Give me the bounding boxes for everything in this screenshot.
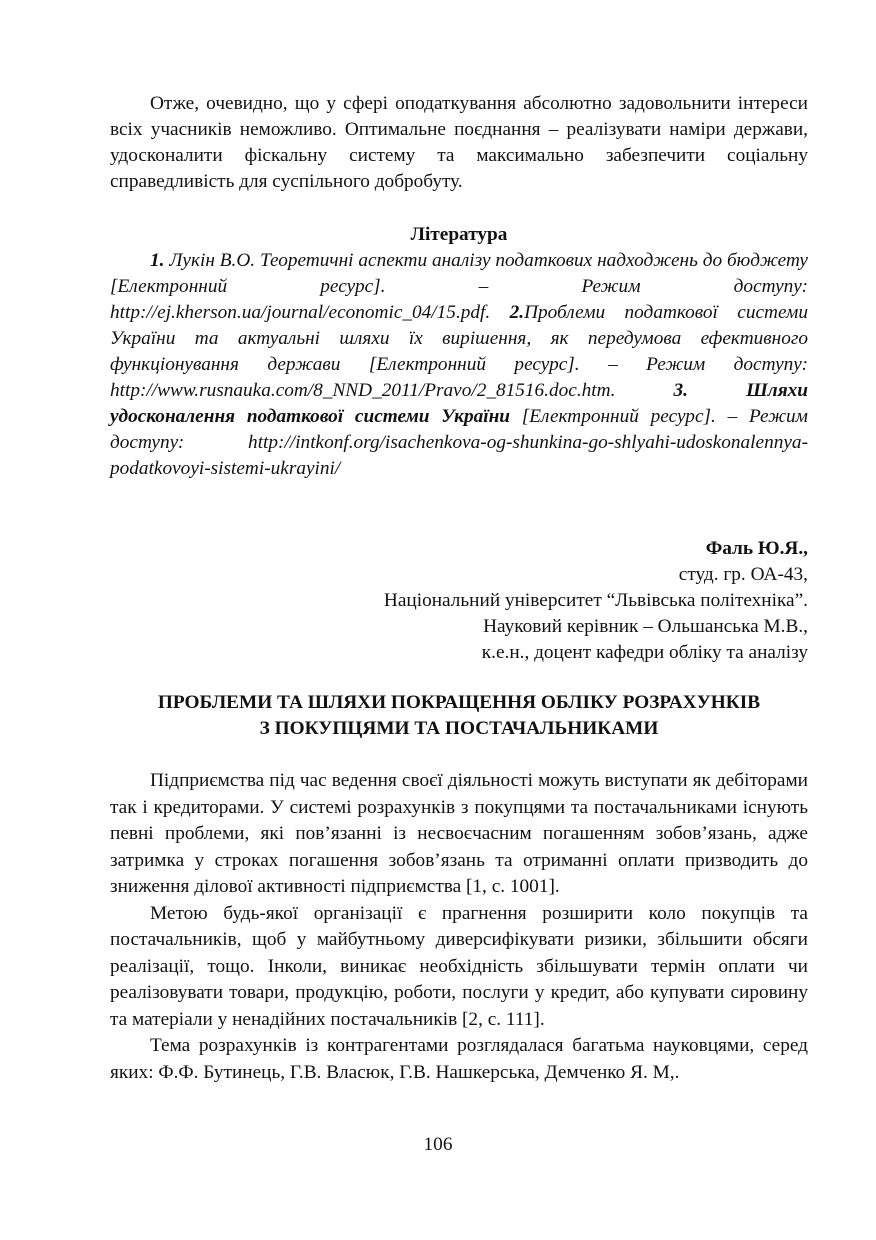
ref-1-text: Лукін В.О. Теоретичні аспекти аналізу податкових надходжень до бюджету [Електронний ресурс]. – Режим доступу: http://ej.kherson.ua/journal/economic_04/15.pdf. bbox=[110, 250, 808, 323]
ref-3-text: [Електронний ресурс]. – Режим доступу: http://intkonf.org/isachenkova-og-shunkina-go-shlyahi-udoskonalennya-podatkovoyi-sistemi-ukrayini/ bbox=[110, 406, 808, 479]
page-number: 106 bbox=[423, 1134, 453, 1155]
author-supervisor: Науковий керівник – Ольшанська М.В., bbox=[483, 616, 808, 637]
article-title-line-1: ПРОБЛЕМИ ТА ШЛЯХИ ПОКРАЩЕННЯ ОБЛІКУ РОЗРАХУНКІВ bbox=[157, 692, 761, 713]
article-body bbox=[110, 768, 808, 1086]
body-paragraph: Підприємства під час ведення своєї діяльності можуть виступати як дебіторами так і кредиторами. У системі розрахунків з покупцями та постачальниками існують певні проблеми, які пов’язанні із несвоєчасним погашенням зобов’язань, адже затримка у строках погашення зобов’язань та отриманні оплати призводить до зниження ділової активності підприємства [1, с. 1001]. bbox=[110, 770, 808, 897]
ref-3-title: Шляхи удосконалення податкової системи України bbox=[110, 380, 808, 427]
references-heading: Література bbox=[410, 224, 508, 245]
ref-1-number: 1. bbox=[150, 250, 165, 271]
author-block bbox=[110, 536, 808, 666]
article-title bbox=[110, 690, 808, 742]
references-section bbox=[110, 222, 808, 482]
body-paragraph: Метою будь-якої організації є прагнення розширити коло покупців та постачальників, щоб у майбутньому диверсифікувати ризики, збільшити обсяги реалізації, тощо. Інколи, виникає необхідність збільшувати термін оплати чи реалізовувати товари, продукцію, роботи, послуги у кредит, або купувати сировину та матеріали у ненадійних постачальників [2, с. 111]. bbox=[110, 902, 808, 1030]
ref-2-text: Проблеми податкової системи України та актуальні шляхи їх вирішення, як передумова ефективного функціонування держави [Електронний ресурс]. – Режим доступу: http://www.rusnauka.com/8_NND_2011/Pravo/2_81516.doc.htm. bbox=[110, 302, 808, 401]
author-university: Національний університет “Львівська політехніка”. bbox=[383, 590, 808, 611]
author-position: к.е.н., доцент кафедри обліку та аналізу bbox=[481, 642, 808, 663]
intro-section bbox=[110, 91, 808, 195]
body-paragraph: Тема розрахунків із контрагентами розглядалася багатьма науковцями, серед яких: Ф.Ф. Бутинець, Г.В. Власюк, Г.В. Нашкерська, Демченко Я. М,. bbox=[110, 1035, 808, 1083]
ref-3-number: 3. bbox=[673, 380, 688, 401]
author-name: Фаль Ю.Я., bbox=[705, 538, 808, 559]
intro-paragraph: Отже, очевидно, що у сфері оподаткування абсолютно задовольнити інтереси всіх учасників неможливо. Оптимальне поєднання – реалізувати наміри держави, удосконалити фіскальну систему та максимально забезпечити соціальну справедливість для суспільного добробуту. bbox=[110, 93, 808, 192]
article-title-line-2: З ПОКУПЦЯМИ ТА ПОСТАЧАЛЬНИКАМИ bbox=[259, 718, 659, 739]
author-group: студ. гр. ОА-43, bbox=[678, 564, 808, 585]
references-list bbox=[110, 248, 808, 482]
ref-2-number: 2. bbox=[509, 302, 525, 323]
